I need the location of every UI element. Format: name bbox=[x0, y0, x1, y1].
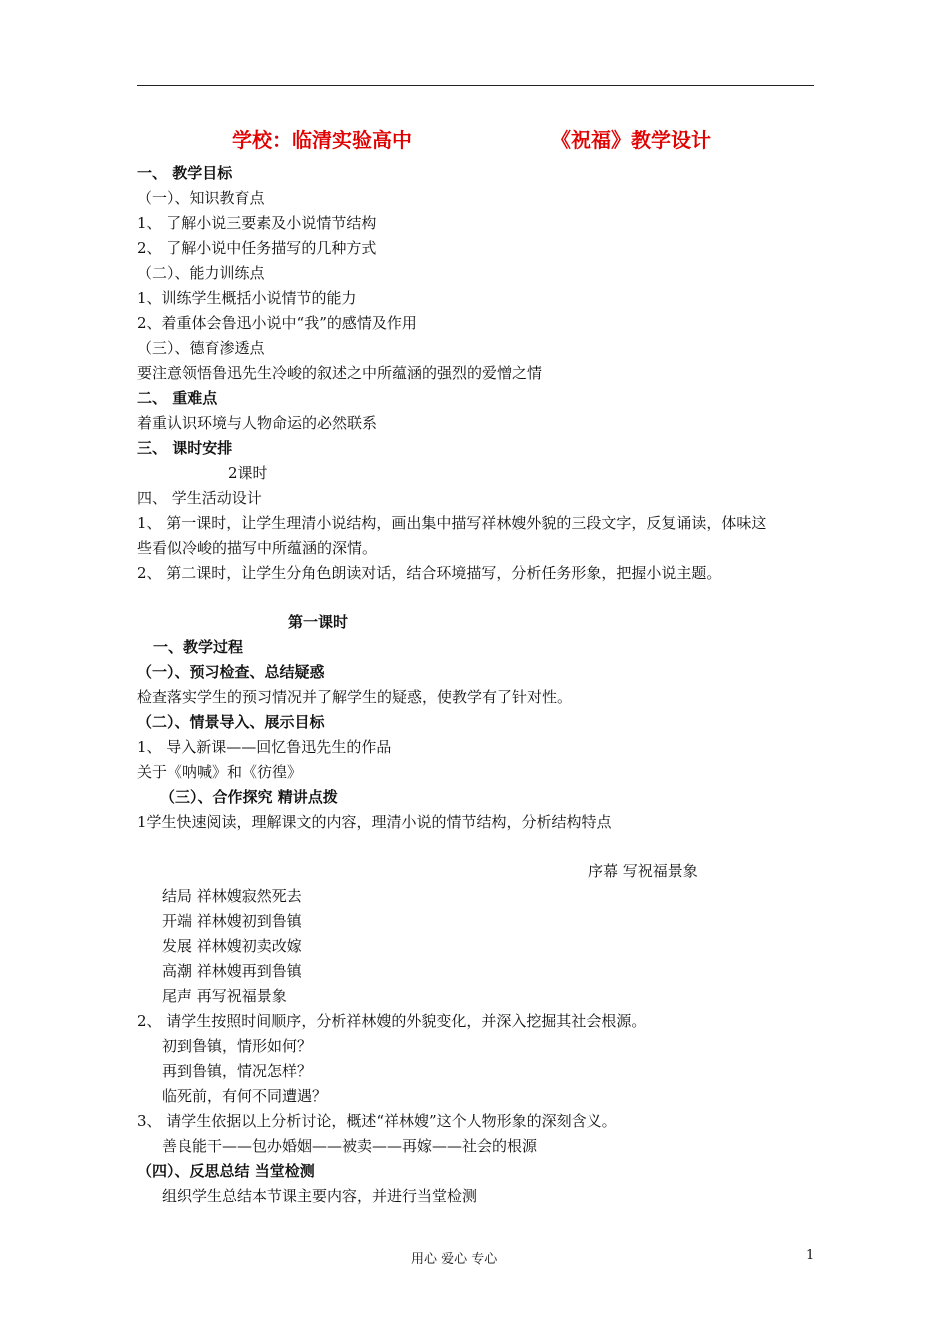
plot-item: 开端 祥林嫂初到鲁镇 bbox=[162, 912, 302, 930]
body-line: 1、 第一课时，让学生理清小说结构，画出集中描写祥林嫂外貌的三段文字，反复诵读，体味这 bbox=[137, 514, 767, 532]
body-line: 2、 了解小说中任务描写的几种方式 bbox=[137, 239, 377, 257]
body-line: 1学生快速阅读，理解课文的内容，理清小说的情节结构，分析结构特点 bbox=[137, 813, 612, 831]
plot-item: 序幕 写祝福景象 bbox=[588, 862, 698, 880]
body-line: 3、 请学生依据以上分析讨论，概述“祥林嫂”这个人物形象的深刻含义。 bbox=[137, 1112, 617, 1130]
section-heading: 四、 学生活动设计 bbox=[137, 489, 262, 507]
body-line: 2、 第二课时，让学生分角色朗读对话，结合环境描写，分析任务形象，把握小说主题。 bbox=[137, 564, 722, 582]
plot-item: 尾声 再写祝福景象 bbox=[162, 987, 287, 1005]
header-rule bbox=[137, 85, 814, 86]
body-line: 要注意领悟鲁迅先生冷峻的叙述之中所蕴涵的强烈的爱憎之情 bbox=[137, 364, 543, 382]
body-line: 2课时 bbox=[228, 464, 268, 482]
body-line: 善良能干——包办婚姻——被卖——再嫁——社会的根源 bbox=[162, 1137, 538, 1155]
sub-heading: （二）、情景导入、展示目标 bbox=[137, 713, 325, 731]
body-line: 组织学生总结本节课主要内容，并进行当堂检测 bbox=[162, 1187, 478, 1205]
school-name: 学校：临清实验高中 bbox=[232, 128, 412, 152]
body-line: 些看似冷峻的描写中所蕴涵的深情。 bbox=[137, 539, 378, 557]
body-line: 2、 请学生按照时间顺序，分析祥林嫂的外貌变化，并深入挖掘其社会根源。 bbox=[137, 1012, 647, 1030]
footer-motto: 用心 爱心 专心 bbox=[411, 1252, 498, 1267]
page-number: 1 bbox=[806, 1248, 815, 1263]
body-line: 1、 了解小说三要素及小说情节结构 bbox=[137, 214, 377, 232]
plot-item: 结局 祥林嫂寂然死去 bbox=[162, 887, 302, 905]
sub-heading: （四）、反思总结 当堂检测 bbox=[137, 1162, 315, 1180]
body-line: 1、训练学生概括小说情节的能力 bbox=[137, 289, 357, 307]
sub-heading: （三）、合作探究 精讲点拨 bbox=[160, 788, 338, 806]
body-line: 1、 导入新课——回忆鲁迅先生的作品 bbox=[137, 738, 392, 756]
section-heading: 一、 教学目标 bbox=[137, 164, 233, 182]
plot-item: 高潮 祥林嫂再到鲁镇 bbox=[162, 962, 302, 980]
body-line: 2、着重体会鲁迅小说中“我”的感情及作用 bbox=[137, 314, 417, 332]
section-heading: 二、 重难点 bbox=[137, 389, 218, 407]
sub-heading: （一）、预习检查、总结疑惑 bbox=[137, 663, 325, 681]
sub-heading: （三）、德育渗透点 bbox=[137, 339, 265, 357]
plot-item: 发展 祥林嫂初卖改嫁 bbox=[162, 937, 302, 955]
document-title: 《祝福》教学设计 bbox=[551, 128, 711, 152]
body-line: 再到鲁镇，情况怎样？ bbox=[162, 1062, 313, 1080]
body-line: 着重认识环境与人物命运的必然联系 bbox=[137, 414, 378, 432]
lesson-heading: 第一课时 bbox=[288, 613, 349, 631]
body-line: 检查落实学生的预习情况并了解学生的疑惑，使教学有了针对性。 bbox=[137, 688, 573, 706]
section-heading: 三、 课时安排 bbox=[137, 439, 233, 457]
body-line: 临死前，有何不同遭遇？ bbox=[162, 1087, 328, 1105]
sub-heading: （二）、能力训练点 bbox=[137, 264, 265, 282]
body-line: 关于《呐喊》和《彷徨》 bbox=[137, 763, 303, 781]
sub-heading: （一）、知识教育点 bbox=[137, 189, 265, 207]
section-heading: 一、教学过程 bbox=[153, 638, 244, 656]
body-line: 初到鲁镇，情形如何？ bbox=[162, 1037, 313, 1055]
